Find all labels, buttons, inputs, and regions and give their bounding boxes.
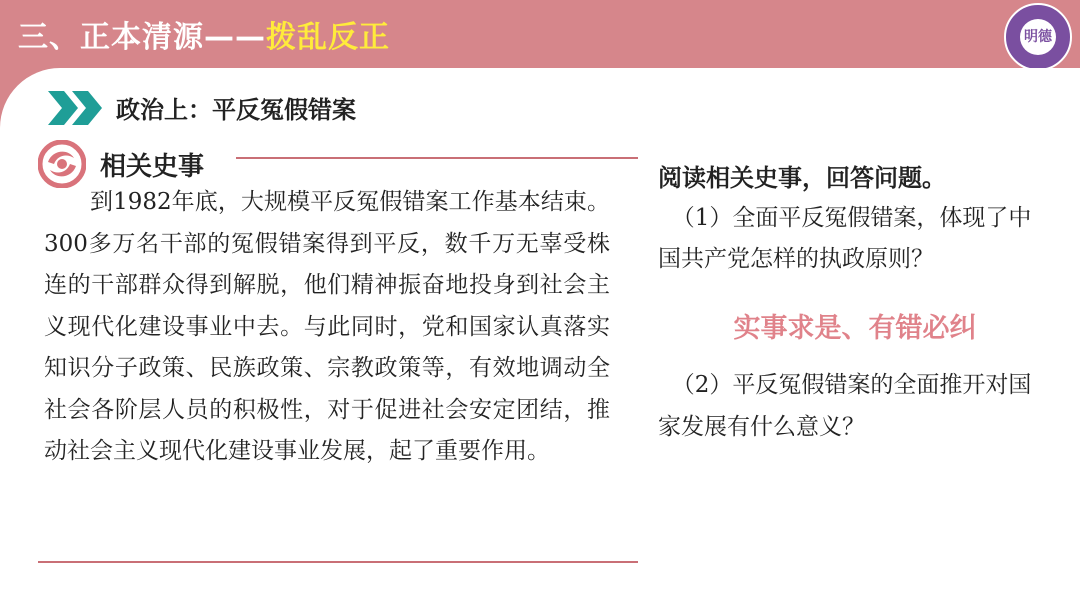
related-heading xyxy=(38,140,204,188)
title-highlight: 拨乱反正 xyxy=(266,20,390,55)
subhead-text: 政治上：平反冤假错案 xyxy=(116,96,356,124)
divider-bottom xyxy=(38,561,638,563)
section-subhead xyxy=(48,90,356,125)
related-heading-text: 相关史事 xyxy=(100,151,205,182)
logo-text: 明德 xyxy=(1020,19,1056,55)
answer-1: 实事求是、有错必纠 xyxy=(733,313,977,344)
question-title: 阅读相关史事，回答问题。 xyxy=(658,164,946,192)
related-body: 到1982年底，大规模平反冤假错案工作基本结束。300多万名干部的冤假错案得到平反，数千万无辜受株连的干部群众得到解脱，他们精神振奋地投身到社会主义现代化建设事业中去。与此同时，党和国家认真落实知识分子政策、民族政策、宗教政策等，有效地调动全社会各阶层人员的积极性，对于促进社会安定团结，推动社会主义现代化建设事业发展，起了重要作用。 xyxy=(44,189,610,464)
page-title xyxy=(18,12,390,56)
divider-top xyxy=(236,157,638,159)
school-logo xyxy=(1004,3,1072,71)
question-2: （2）平反冤假错案的全面推开对国家发展有什么意义？ xyxy=(658,372,1032,440)
question-1: （1）全面平反冤假错案，体现了中国共产党怎样的执政原则？ xyxy=(658,205,1032,272)
header-bar xyxy=(0,0,1080,68)
swirl-emblem-icon xyxy=(38,140,86,188)
double-chevron-icon xyxy=(48,91,108,125)
title-prefix: 三、正本清源—— xyxy=(18,20,266,55)
